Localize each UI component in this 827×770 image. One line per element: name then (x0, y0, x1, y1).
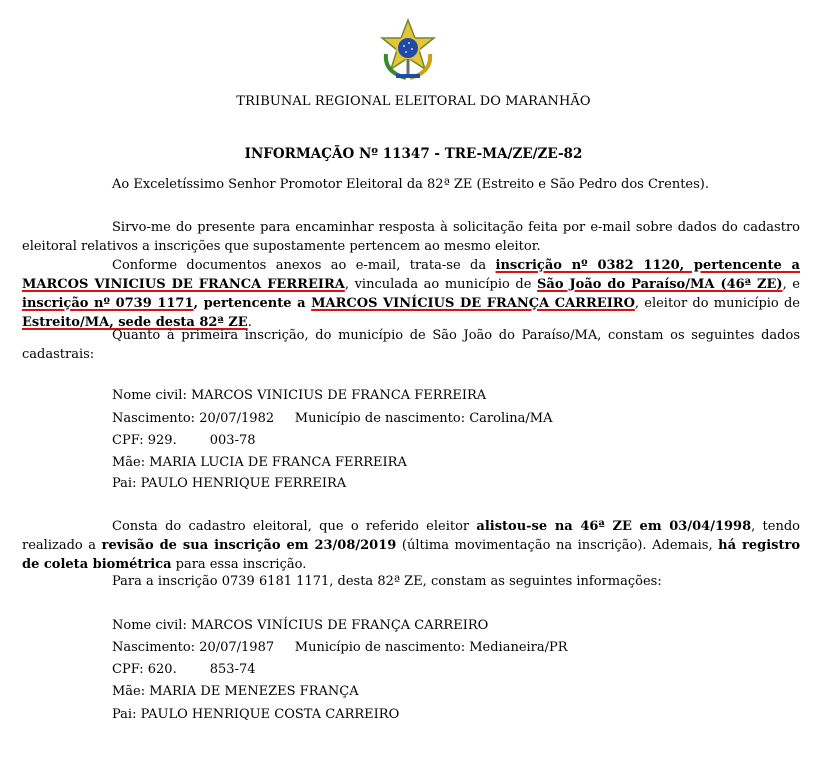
highlight-municipio-2: Estreito/MA, sede desta 82ª ZE (22, 315, 248, 330)
paragraph-intro: Sirvo-me do presente para encaminhar resposta à solicitação feita por e-mail sobre dados do cadastro eleitoral relativos a inscrições que supostamente pertencem ao mesmo eleitor. (22, 220, 800, 254)
highlight-inscription-1: inscrição nº 0382 1120, pertencente a MARCOS VINICIUS DE FRANCA FERREIRA (22, 258, 800, 292)
paragraph-inscriptions (22, 256, 800, 332)
bold-text: , pertencente a (193, 296, 312, 311)
record1-cpf: CPF: 929. 003-78 (112, 433, 256, 448)
record2-cpf: CPF: 620. 853-74 (112, 662, 256, 677)
brazil-coat-of-arms-icon (376, 18, 440, 82)
text: , vinculada ao município de (344, 277, 538, 292)
text: , eleitor do município de (634, 296, 800, 311)
text: , e (782, 277, 800, 292)
record2-nascimento: Nascimento: 20/07/1987 Município de nascimento: Medianeira/PR (112, 640, 568, 655)
text: para essa inscrição. (171, 557, 307, 572)
highlight-name-2: MARCOS VINÍCIUS DE FRANÇA CARREIRO (311, 296, 635, 311)
bold-text: há registro de coleta biométrica (22, 538, 800, 572)
record2-nome: Nome civil: MARCOS VINÍCIUS DE FRANÇA CARREIRO (112, 618, 489, 633)
bold-text: revisão de sua inscrição em 23/08/2019 (101, 538, 397, 553)
text: (última movimentação na inscrição). Ademais, (396, 538, 719, 553)
record2-mae: Mãe: MARIA DE MENEZES FRANÇA (112, 684, 359, 699)
text: Consta do cadastro eleitoral, que o referido eleitor (112, 519, 477, 534)
record2-pai: Pai: PAULO HENRIQUE COSTA CARREIRO (112, 707, 400, 722)
paragraph-first-inscription: Quanto à primeira inscrição, do município de São João do Paraíso/MA, constam os seguintes dados cadastrais: (22, 328, 800, 362)
paragraph-second-inscription: Para a inscrição 0739 6181 1171, desta 82ª ZE, constam as seguintes informações: (112, 574, 662, 589)
record1-mae: Mãe: MARIA LUCIA DE FRANCA FERREIRA (112, 455, 407, 470)
text: . (247, 315, 252, 330)
record1-nascimento: Nascimento: 20/07/1982 Município de nascimento: Carolina/MA (112, 411, 553, 426)
highlight-municipio-1: São João do Paraíso/MA (46ª ZE) (537, 277, 783, 292)
highlight-inscription-2: inscrição nº 0739 1171 (22, 296, 194, 311)
bold-text: alistou-se na 46ª ZE em 03/04/1998 (476, 519, 752, 534)
salutation: Ao Exceletíssimo Senhor Promotor Eleitoral da 82ª ZE (Estreito e São Pedro dos Crentes). (112, 177, 710, 192)
text: Conforme documentos anexos ao e-mail, trata-se da (112, 258, 496, 273)
record1-pai: Pai: PAULO HENRIQUE FERREIRA (112, 476, 347, 491)
text: , tendo realizado a (22, 519, 800, 553)
paragraph-cadastro (22, 517, 800, 574)
institution-name: TRIBUNAL REGIONAL ELEITORAL DO MARANHÃO (236, 94, 591, 109)
record1-nome: Nome civil: MARCOS VINICIUS DE FRANCA FERREIRA (112, 388, 487, 403)
document-title: INFORMAÇÃO Nº 11347 - TRE-MA/ZE/ZE-82 (244, 146, 583, 162)
